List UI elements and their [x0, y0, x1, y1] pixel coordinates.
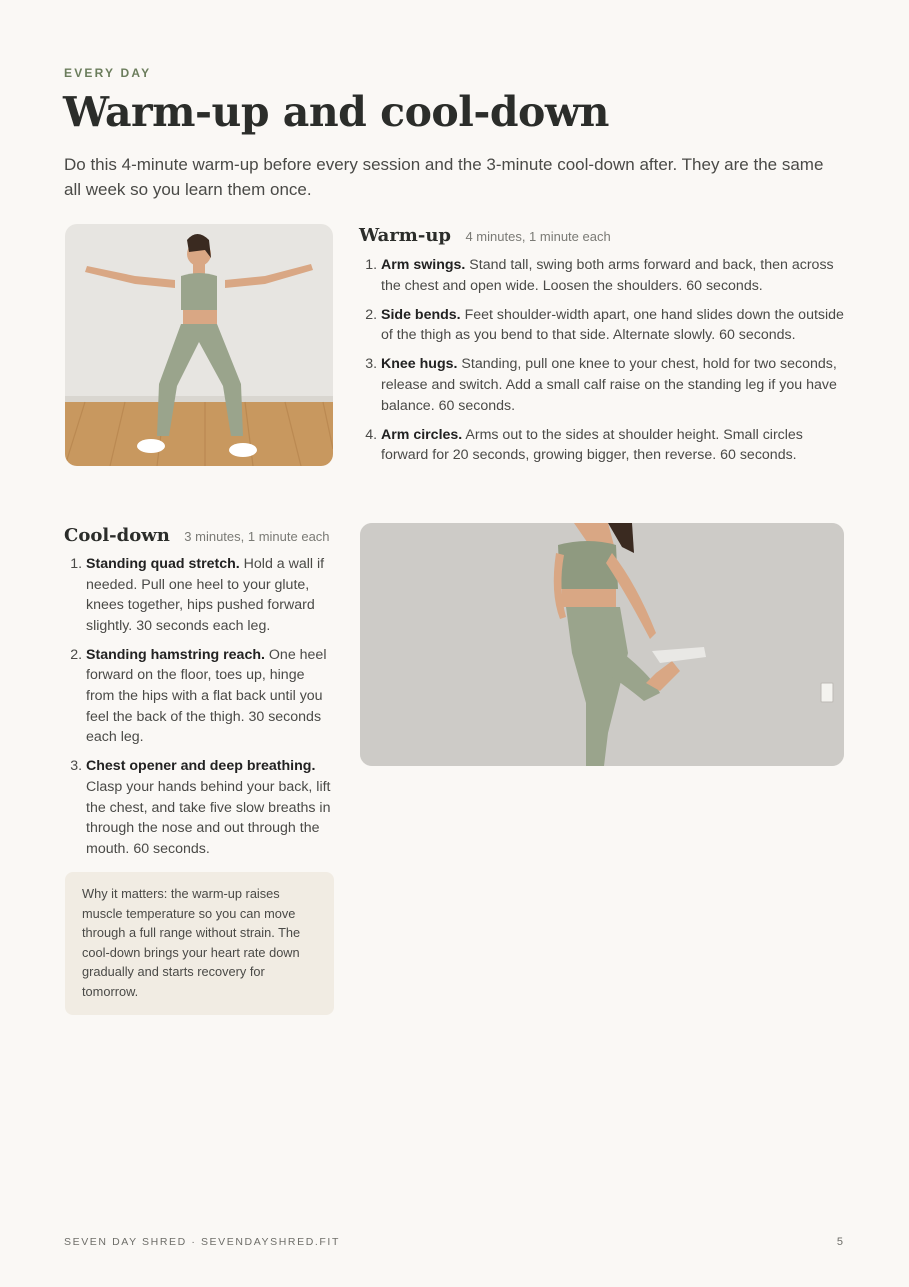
step-name: Side bends.: [381, 306, 461, 323]
list-item: [381, 425, 845, 466]
step-text: Arms out to the sides at shoulder height. Small circles forward for 20 seconds, growing bigger, then reverse. 60 seconds.: [381, 426, 803, 464]
step-text: Standing, pull one knee to your chest, hold for two seconds, release and switch. Add a small calf raise on the standing leg if you have balance. 60 seconds.: [381, 356, 837, 414]
page-title: Warm-up and cool-down: [63, 88, 609, 136]
footer-brand: SEVEN DAY SHRED · SEVENDAYSHRED.FIT: [64, 1236, 340, 1248]
step-name: Arm circles.: [381, 426, 463, 443]
list-item: [381, 255, 845, 296]
list-item: [381, 305, 845, 346]
cooldown-header: [64, 525, 330, 546]
step-text: Stand tall, swing both arms forward and back, then across the chest and open wide. Loosen the shoulders. 60 seconds.: [381, 257, 834, 294]
list-item: [381, 354, 845, 416]
step-name: Standing quad stretch.: [86, 556, 240, 572]
step-name: Standing hamstring reach.: [86, 646, 265, 663]
step-name: Knee hugs.: [381, 356, 458, 373]
list-item: [86, 645, 334, 748]
step-text: Clasp your hands behind your back, lift the chest, and take five slow breaths in through the nose and out through the mouth. 60 seconds.: [86, 778, 331, 857]
list-item: [86, 554, 334, 636]
step-name: Arm swings.: [381, 257, 466, 273]
warmup-header: [359, 225, 611, 246]
cooldown-subheading: 3 minutes, 1 minute each: [184, 529, 330, 544]
warmup-heading: Warm-up: [359, 225, 451, 246]
intro-paragraph: Do this 4-minute warm-up before every session and the 3-minute cool-down after. They are the same all week so you learn them once.: [64, 155, 824, 199]
eyebrow-label: EVERY DAY: [64, 66, 152, 80]
step-name: Chest opener and deep breathing.: [86, 758, 316, 775]
warmup-photo: [65, 224, 333, 466]
warmup-subheading: 4 minutes, 1 minute each: [465, 229, 611, 244]
warmup-steps: [359, 255, 845, 474]
list-item: [86, 756, 334, 859]
cooldown-steps: [64, 554, 334, 868]
step-text: One heel forward on the floor, toes up, hinge from the hips with a flat back until you feel the back of the thigh. 30 seconds each leg.: [86, 646, 327, 746]
step-text: Feet shoulder-width apart, one hand slides down the outside of the thigh as you bend to that side. Alternate slowly. 60 seconds.: [381, 306, 844, 344]
cooldown-heading: Cool-down: [64, 525, 170, 546]
why-it-matters-note: Why it matters: the warm-up raises muscle temperature so you can move through a full range without strain. The cool-down brings your heart rate down gradually and starts recovery for tomorrow.: [65, 872, 334, 1015]
page-number: 5: [836, 1236, 843, 1248]
step-text: Hold a wall if needed. Pull one heel to your glute, knees together, hips pushed forward slightly. 30 seconds each leg.: [86, 556, 325, 634]
cooldown-photo: [360, 523, 844, 766]
